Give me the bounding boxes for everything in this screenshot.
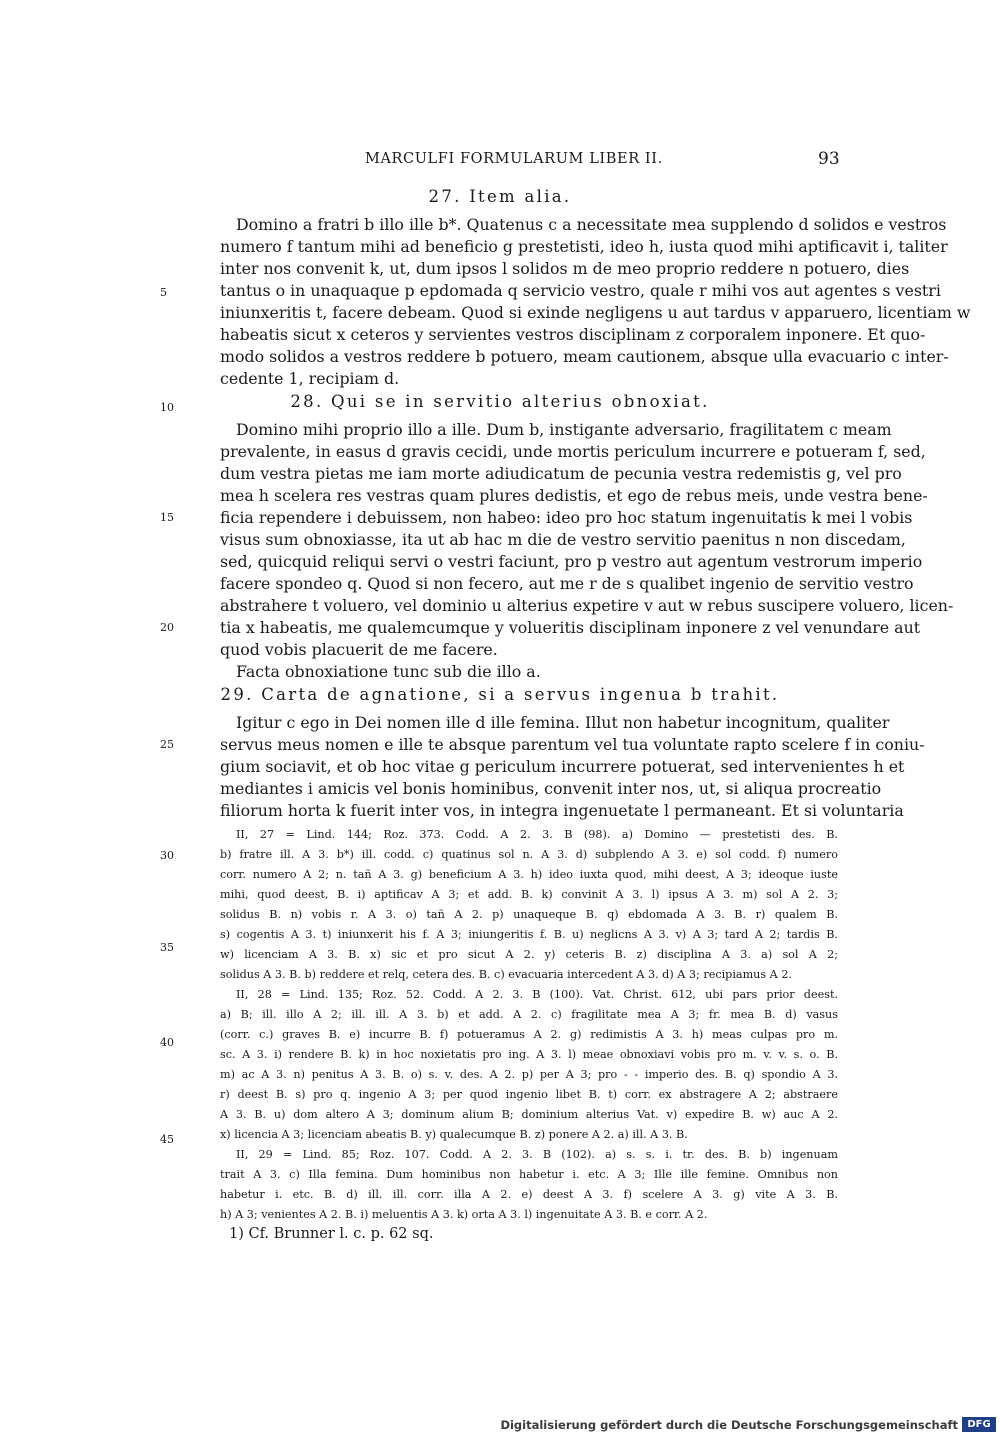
section-title: 29. Carta de agnatione, si a servus ingenua b trahit. <box>220 685 780 704</box>
line-number: 30 <box>160 849 174 862</box>
text-line: facere spondeo q. Quod si non fecero, aut me r de s qualibet ingenio de servitio vestro <box>220 574 914 593</box>
note-line: s) cogentis A 3. t) iniunxerit his f. A 3; iniungeritis f. B. u) neglicns A 3. v) A 3; tard A 2; tardis B. <box>220 928 838 941</box>
funding-text: Digitalisierung gefördert durch die Deutsche Forschungsgemeinschaft <box>500 1418 958 1432</box>
note-line: (corr. c.) graves B. e) incurre B. f) potueramus A 2. g) redimistis A 3. h) meas culpas pro m. <box>220 1028 838 1041</box>
text-line: habeatis sicut x ceteros y servientes vestros disciplinam z corporalem inponere. Et quo- <box>220 325 926 344</box>
text-line: dum vestra pietas me iam morte adiudicatum de pecunia vestra redemistis g, vel pro <box>220 464 902 483</box>
text-line: cedente 1, recipiam d. <box>220 369 400 388</box>
running-title: MARCULFI FORMULARUM LIBER II. <box>365 151 663 167</box>
line-number: 40 <box>160 1036 174 1049</box>
note-line: corr. numero A 2; n. tañ A 3. g) beneficium A 3. h) ideo iuxta quod, mihi deest, A 3; ideoque iuste <box>220 868 838 881</box>
page-header <box>0 151 1000 173</box>
line-number: 5 <box>160 286 167 299</box>
text-line: modo solidos a vestros reddere b potuero, meam cautionem, absque ulla evacuario c inter- <box>220 347 949 366</box>
text-line: Igitur c ego in Dei nomen ille d ille femina. Illut non habetur incognitum, qualiter <box>236 713 890 732</box>
note-line: h) A 3; venientes A 2. B. i) meluentis A 3. k) orta A 3. l) ingenuitate A 3. B. e corr. A 2. <box>220 1208 708 1221</box>
text-line: Domino a fratri b illo ille b*. Quatenus c a necessitate mea supplendo d solidos e vestros <box>236 215 947 234</box>
text-line: prevalente, in easus d gravis cecidi, unde mortis periculum incurrere e potueram f, sed, <box>220 442 926 461</box>
note-line: solidus B. n) vobis r. A 3. o) tañ A 2. p) unaqueque B. q) ebdomada A 3. B. r) qualem B. <box>220 908 838 921</box>
text-line: sed, quicquid reliqui servi o vestri faciunt, pro p vestro aut agentum vestrorum imperio <box>220 552 923 571</box>
line-number: 10 <box>160 401 174 414</box>
text-line: ficia rependere i debuissem, non habeo: ideo pro hoc statum ingenuitatis k mei l vobis <box>220 508 913 527</box>
text-line: quod vobis placuerit de me facere. <box>220 640 498 659</box>
note-line: II, 27 = Lind. 144; Roz. 373. Codd. A 2. 3. B (98). a) Domino — prestetisti des. B. <box>236 828 838 841</box>
note-line: r) deest B. s) pro q. ingenio A 3; per quod ingenio libet B. t) corr. ex abstragere A 2; abstraere <box>220 1088 838 1101</box>
text-line: gium sociavit, et ob hoc vitae g periculum incurrere potuerat, sed intervenientes h et <box>220 757 905 776</box>
text-line: visus sum obnoxiasse, ita ut ab hac m die de vestro servitio paenitus n non discedam, <box>220 530 906 549</box>
text-line: tantus o in unaquaque p epdomada q servicio vestro, quale r mihi vos aut agentes s vestri <box>220 281 941 300</box>
section-title: 27. Item alia. <box>428 187 572 206</box>
text-line: filiorum horta k fuerit inter vos, in integra ingenuetate l permaneant. Et si voluntaria <box>220 801 904 820</box>
note-line: solidus A 3. B. b) reddere et relq, cetera des. B. c) evacuaria intercedent A 3. d) A 3; recipiamus A 2. <box>220 968 792 981</box>
note-line: II, 29 = Lind. 85; Roz. 107. Codd. A 2. 3. B (102). a) s. s. i. tr. des. B. b) ingenuam <box>236 1148 838 1161</box>
note-line: mihi, quod deest, B. i) aptificav A 3; et add. B. k) convinit A 3. l) ipsus A 3. m) sol A 2. 3; <box>220 888 838 901</box>
funding-notice <box>500 1417 1000 1434</box>
text-line: Domino mihi proprio illo a ille. Dum b, instigante adversario, fragilitatem c meam <box>236 420 892 439</box>
note-line: b) fratre ill. A 3. b*) ill. codd. c) quatinus sol n. A 3. d) subplendo A 3. e) sol codd. f) numero <box>220 848 838 861</box>
footnote: 1) Cf. Brunner l. c. p. 62 sq. <box>229 1226 434 1242</box>
note-line: w) licenciam A 3. B. x) sic et pro sicut A 2. y) ceteris B. z) disciplina A 3. a) sol A 2; <box>220 948 838 961</box>
note-line: trait A 3. c) Illa femina. Dum hominibus non habetur i. etc. A 3; Ille ille femine. Omnibus non <box>220 1168 838 1181</box>
text-line: servus meus nomen e ille te absque parentum vel tua voluntate rapto scelere f in coniu- <box>220 735 925 754</box>
text-line: tia x habeatis, me qualemcumque y volueritis disciplinam inponere z vel venundare aut <box>220 618 921 637</box>
section-title: 28. Qui se in servitio alterius obnoxiat. <box>290 392 710 411</box>
text-line: abstrahere t voluero, vel dominio u alterius expetire v aut w rebus suscipere voluero, licen- <box>220 596 954 615</box>
text-line: numero f tantum mihi ad beneficio g prestetisti, ideo h, iusta quod mihi aptificavit i, taliter <box>220 237 948 256</box>
text-line: Facta obnoxiatione tunc sub die illo a. <box>236 662 541 681</box>
dfg-logo-icon: DFG <box>962 1417 996 1432</box>
text-line: iniunxeritis t, facere debeam. Quod si exinde negligens u aut tardus v apparuero, licentiam w <box>220 303 971 322</box>
line-number: 45 <box>160 1133 174 1146</box>
note-line: m) ac A 3. n) penitus A 3. B. o) s. v. des. A 2. p) per A 3; pro - - imperio des. B. q) spondio A 3. <box>220 1068 838 1081</box>
text-line: mea h scelera res vestras quam plures dedistis, et ego de rebus meis, unde vestra bene- <box>220 486 928 505</box>
note-line: a) B; ill. illo A 2; ill. ill. A 3. b) et add. A 2. c) fragilitate mea A 3; fr. mea B. d) vasus <box>220 1008 838 1021</box>
page-number: 93 <box>818 149 840 169</box>
note-line: x) licencia A 3; licenciam abeatis B. y) qualecumque B. z) ponere A 2. a) ill. A 3. B. <box>220 1128 688 1141</box>
text-line: inter nos convenit k, ut, dum ipsos l solidos m de meo proprio reddere n potuero, dies <box>220 259 910 278</box>
note-line: sc. A 3. i) rendere B. k) in hoc noxietatis pro ing. A 3. l) meae obnoxiavi vobis pro m. v. v. s. o. B. <box>220 1048 838 1061</box>
line-number: 20 <box>160 621 174 634</box>
line-number: 15 <box>160 511 174 524</box>
line-number: 25 <box>160 738 174 751</box>
note-line: habetur i. etc. B. d) ill. ill. corr. illa A 2. e) deest A 3. f) scelere A 3. g) vite A 3. B. <box>220 1188 838 1201</box>
text-line: mediantes i amicis vel bonis hominibus, convenit inter nos, ut, si aliqua procreatio <box>220 779 882 798</box>
note-line: A 3. B. u) dom altero A 3; dominum alium B; dominium alterius Vat. v) expedire B. w) auc A 2. <box>220 1108 838 1121</box>
line-number: 35 <box>160 941 174 954</box>
note-line: II, 28 = Lind. 135; Roz. 52. Codd. A 2. 3. B (100). Vat. Christ. 612, ubi pars prior deest. <box>236 988 838 1001</box>
